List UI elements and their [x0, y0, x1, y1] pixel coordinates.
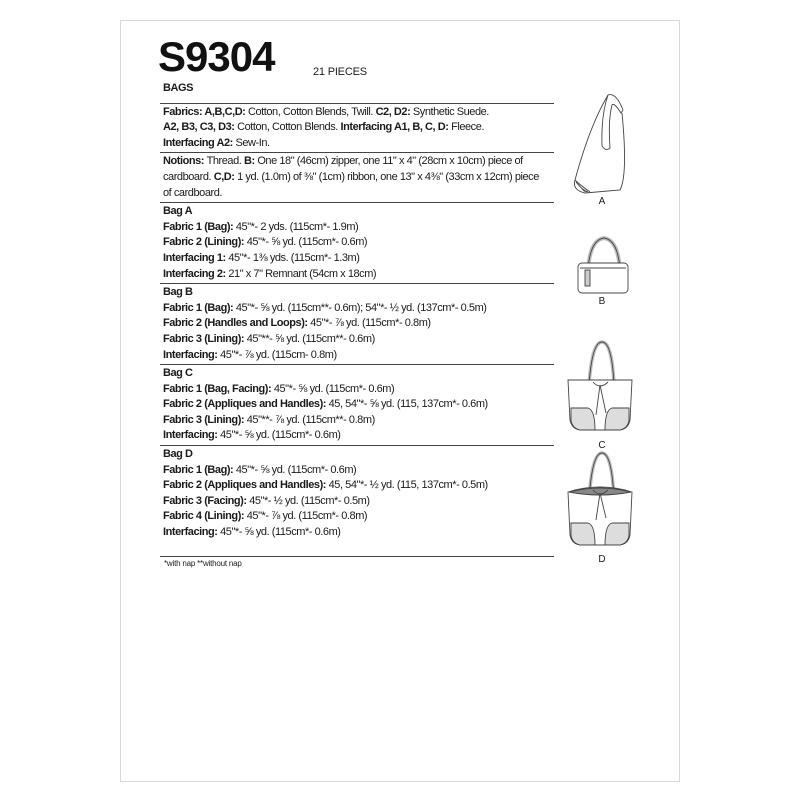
requirement-line [160, 105, 554, 121]
line-value: Fleece. [451, 121, 485, 134]
section [160, 285, 554, 363]
divider [160, 103, 554, 104]
requirement-line [160, 397, 554, 413]
line-value: 45"*- ⅝ yd. (115cm**- 0.6m); 54"*- ½ yd. (137cm*- 0.5m) [235, 301, 487, 314]
section [160, 154, 554, 201]
line-label: Interfacing A2: [163, 136, 236, 149]
requirement-line [160, 478, 554, 494]
view-label-c: C [598, 440, 606, 451]
line-value: 45"*- 2 yds. (115cm*- 1.9m) [235, 220, 359, 233]
requirement-line [160, 316, 554, 332]
line-value: 45"*- ⅝ yd. (115cm*- 0.6m) [246, 236, 368, 249]
line-label: Fabric 1 (Bag, Facing): [163, 382, 274, 395]
section [160, 366, 554, 444]
requirement-line [160, 413, 554, 429]
line-value: 45"*- ⅞ yd. (115cm*- 0.8m) [246, 510, 368, 523]
bag-title: Bag A [163, 205, 193, 218]
line-label: Interfacing 1: [163, 251, 229, 264]
line-label: Fabric 3 (Lining): [163, 413, 247, 426]
line-label: Interfacing: [163, 526, 221, 539]
requirement-line [160, 348, 554, 364]
view-label-a: A [598, 196, 606, 207]
line-label: Fabric 4 (Lining): [163, 510, 247, 523]
line-value: Cotton, Cotton Blends, Twill. [248, 105, 376, 118]
line-value: 45, 54"*- ⅝ yd. (115, 137cm*- 0.6m) [328, 398, 488, 411]
requirement-line [160, 509, 554, 525]
line-value: 45"*- ⅝ yd. (115cm*- 0.6m) [235, 463, 357, 476]
requirement-line [160, 251, 554, 267]
bag-a-illustration [574, 95, 624, 193]
line-label: Fabric 1 (Bag): [163, 463, 236, 476]
divider [160, 152, 554, 153]
requirement-line [160, 463, 554, 479]
requirement-line [160, 525, 554, 541]
view-label-d: D [598, 554, 606, 565]
line-value: Cotton, Cotton Blends. [237, 121, 341, 134]
line-value: 45"**- ⅞ yd. (115cm**- 0.8m) [246, 413, 375, 426]
line-label: Fabrics: A,B,C,D: [163, 105, 249, 118]
view-label-b: B [598, 296, 606, 307]
line-value: 45"*- 1⅜ yds. (115cm*- 1.3m) [228, 251, 360, 264]
requirement-line [160, 301, 554, 317]
line-label: Fabric 2 (Appliques and Handles): [163, 479, 329, 492]
line-value: 45"*- ⅝ yd. (115cm*- 0.6m) [220, 429, 341, 442]
divider [160, 202, 554, 203]
bag-b-illustration [578, 238, 628, 293]
line-value: Synthetic Suede. [412, 105, 489, 118]
line-label: Interfacing 2: [163, 267, 229, 280]
yardage-chart [160, 81, 554, 558]
line-value: Thread. [206, 155, 244, 168]
line-value: of cardboard. [163, 186, 222, 199]
line-value: 21" x 7" Remnant (54cm x 18cm) [228, 267, 377, 280]
line-value: 45"**- ⅝ yd. (115cm**- 0.6m) [246, 332, 375, 345]
requirement-line [160, 220, 554, 236]
line-value: 45"*- ⅝ yd. (115cm*- 0.6m) [220, 526, 341, 539]
bag-title: Bag D [163, 448, 193, 461]
divider [160, 283, 554, 284]
line-label: C2, D2: [375, 105, 413, 118]
line-value: cardboard. [163, 170, 214, 183]
line-label: Fabric 1 (Bag): [163, 220, 236, 233]
requirement-line [160, 170, 554, 186]
line-label: Fabric 3 (Facing): [163, 494, 250, 507]
line-value: 45"*- ½ yd. (115cm*- 0.5m) [249, 494, 370, 507]
footnote: *with nap **without nap [164, 559, 242, 568]
requirement-line [160, 136, 554, 152]
line-value: 45"*- ⅞ yd. (115cm*- 0.8m) [310, 317, 431, 330]
requirement-line [160, 382, 554, 398]
line-value: One 18" (46cm) zipper, one 11" x 4" (28cm x 10cm) piece of [257, 155, 523, 168]
bag-c-illustration [568, 342, 632, 430]
line-label: A2, B3, C3, D3: [163, 121, 238, 134]
requirement-line [160, 120, 554, 136]
section [160, 204, 554, 282]
line-value: 45"*- ⅝ yd. (115cm*- 0.6m) [273, 382, 395, 395]
line-value: 45, 54"*- ½ yd. (115, 137cm*- 0.5m) [328, 479, 488, 492]
bag-title: Bag C [163, 367, 193, 380]
line-label: Fabric 2 (Lining): [163, 236, 247, 249]
section [160, 447, 554, 541]
section [160, 105, 554, 152]
bag-d-illustration [568, 453, 632, 545]
line-label: B: [243, 155, 258, 168]
line-label: Fabric 2 (Handles and Loops): [163, 317, 311, 330]
requirement-line [160, 154, 554, 170]
pieces-count: 21 PIECES [313, 66, 367, 78]
view-illustrations [560, 80, 660, 560]
requirement-line [160, 267, 554, 283]
requirement-line [160, 332, 554, 348]
line-label: Fabric 3 (Lining): [163, 332, 247, 345]
divider [160, 364, 554, 365]
line-label: Fabric 2 (Appliques and Handles): [163, 398, 329, 411]
bag-title: Bag B [163, 286, 193, 299]
line-value: 1 yd. (1.0m) of ⅜" (1cm) ribbon, one 13" x 4⅜" (33cm x 12cm) piece [237, 170, 539, 183]
line-value: 45"*- ⅞ yd. (115cm- 0.8m) [220, 348, 337, 361]
section-heading: BAGS [163, 82, 193, 94]
requirement-line [160, 428, 554, 444]
line-label: C,D: [213, 170, 238, 183]
line-label: Interfacing: [163, 429, 221, 442]
divider [160, 445, 554, 446]
line-label: Notions: [163, 155, 207, 168]
requirement-line [160, 186, 554, 202]
requirement-line [160, 235, 554, 251]
pattern-number: S9304 [158, 33, 275, 80]
line-label: Fabric 1 (Bag): [163, 301, 236, 314]
line-value: Sew-In. [235, 136, 270, 149]
line-label: Interfacing A1, B, C, D: [340, 121, 452, 134]
divider [160, 556, 554, 557]
requirement-line [160, 494, 554, 510]
line-label: Interfacing: [163, 348, 221, 361]
